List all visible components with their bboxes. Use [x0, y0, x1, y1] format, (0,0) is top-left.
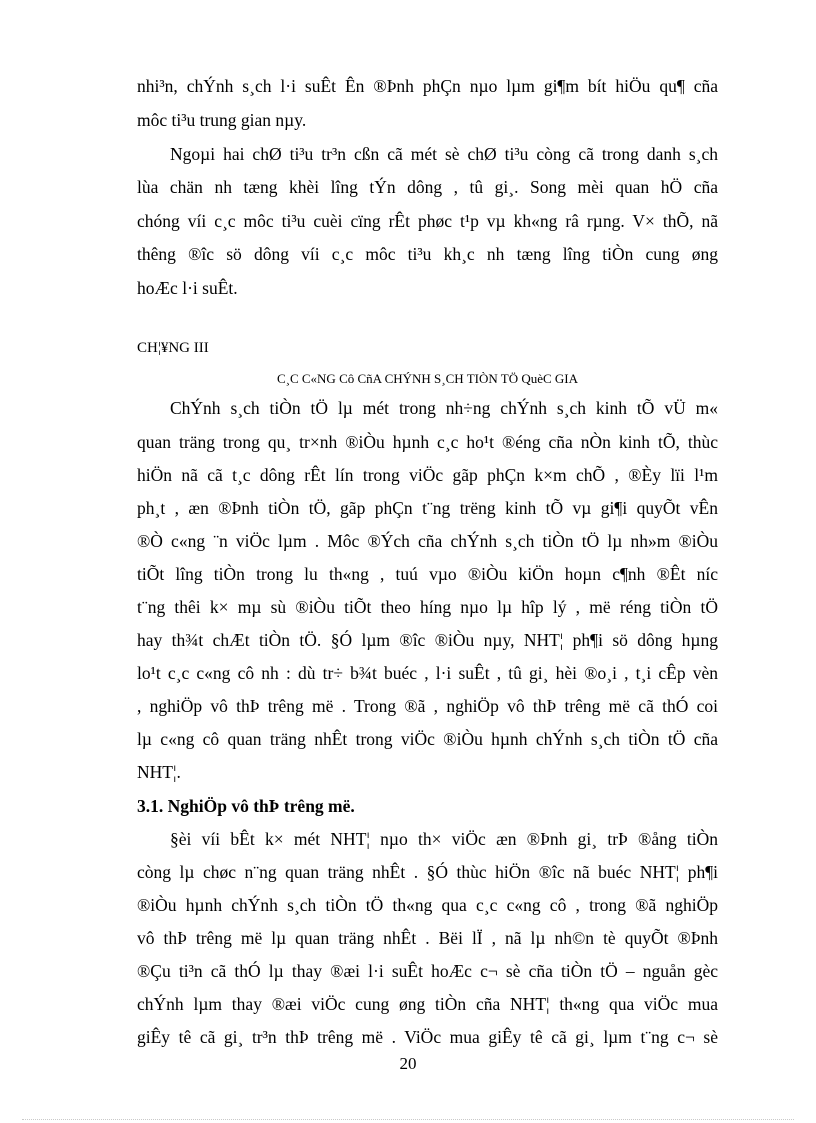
text-line: lµ c«ng cô quan träng nhÊt trong viÖc ®iÒu hµnh chÝnh s¸ch tiÒn tÖ cña — [137, 729, 718, 749]
text-line: giÊy tê cã gi¸ tr³n thÞ trêng më . ViÖc mua giÊy tê cã gi¸ lµm t¨ng c¬ sè — [137, 1027, 718, 1047]
text-line: t¨ng thêi k× mµ sù ®iÒu tiÕt theo híng nµo lµ hîp lý , më réng tiÒn tÖ — [137, 597, 718, 617]
page-break-divider — [22, 1119, 794, 1120]
text-line: hoÆc l·i suÊt. — [137, 278, 238, 298]
text-line: ChÝnh s¸ch tiÒn tÖ lµ mét trong nh÷ng chÝnh s¸ch kinh tÕ vÜ m« — [170, 398, 718, 418]
text-line: hay th¾t chÆt tiÒn tÖ. §Ó lµm ®îc ®iÒu nµy, NHT¦ ph¶i sö dông hµng — [137, 630, 718, 650]
text-line: Ngoµi hai chØ ti³u tr³n cßn cã mét sè chØ ti³u còng cã trong danh s¸ch — [170, 144, 718, 164]
text-line: lùa chän nh tæng khèi lîng tÝn dông , tû gi¸. Song mèi quan hÖ cña — [137, 177, 718, 197]
text-line: còng lµ chøc n¨ng quan träng nhÊt . §Ó thùc hiÖn ®îc nã buéc NHT¦ ph¶i — [137, 862, 718, 882]
text-line: ®Çu ti³n cã thÓ lµ thay ®æi l·i suÊt hoÆc c¬ sè cña tiÒn tÖ – nguån gèc — [137, 961, 718, 981]
text-line: ®Ò c«ng ¨n viÖc lµm . Môc ®Ých cña chÝnh s¸ch tiÒn tÖ lµ nh»m ®iÒu — [137, 531, 718, 551]
text-line: quan träng trong qu¸ tr×nh ®iÒu hµnh c¸c ho¹t ®éng cña nÒn kinh tÕ, thùc — [137, 432, 718, 452]
section-heading: 3.1. NghiÖp vô thÞ trêng më. — [137, 796, 355, 816]
page-number: 20 — [399, 1054, 417, 1073]
text-line: nhi³n, chÝnh s¸ch l·i suÊt Ên ®Þnh phÇn nµo lµm gi¶m bít hiÖu qu¶ cña — [137, 76, 718, 96]
chapter-heading: CH¦¥NG III — [137, 340, 209, 356]
text-line: tiÕt lîng tiÒn trong lu th«ng , tuú vµo ®iÒu kiÖn hoµn c¶nh ®Êt níc — [137, 564, 718, 584]
text-line: thêng ®îc sö dông víi c¸c môc ti³u kh¸c nh tæng lîng tiÒn cung øng — [137, 244, 718, 264]
text-line: §èi víi bÊt k× mét NHT¦ nµo th× viÖc æn ®Þnh gi¸ trÞ ®ång tiÒn — [170, 829, 718, 849]
text-line: ph¸t , æn ®Þnh tiÒn tÖ, gãp phÇn t¨ng trëng kinh tÕ vµ gi¶i quyÕt vÊn — [137, 498, 718, 518]
text-line: môc ti³u trung gian nµy. — [137, 110, 307, 130]
text-line: , nghiÖp vô thÞ trêng më . Trong ®ã , nghiÖp vô thÞ trêng më cã thÓ coi — [137, 696, 718, 716]
text-line: hiÖn nã cã t¸c dông rÊt lín trong viÖc gãp phÇn k×m chÕ , ®Èy lïi l¹m — [137, 465, 718, 485]
text-line: chÝnh lµm thay ®æi viÖc cung øng tiÒn cña NHT¦ th«ng qua viÖc mua — [137, 994, 718, 1014]
chapter-title: C¸C C«NG Cô CñA CHÝNH S¸CH TIÒN TÖ QuèC GIA — [276, 371, 579, 386]
text-line: NHT¦. — [137, 762, 181, 782]
text-line: vô thÞ trêng më lµ quan träng nhÊt . Bëi lÏ , nã lµ nh©n tè quyÕt ®Þnh — [137, 928, 718, 948]
text-line: ®iÒu hµnh chÝnh s¸ch tiÒn tÖ th«ng qua c¸c c«ng cô , trong ®ã nghiÖp — [137, 895, 718, 915]
text-line: lo¹t c¸c c«ng cô nh : dù tr÷ b¾t buéc , l·i suÊt , tû gi¸ hèi ®o¸i , t¸i cÊp vèn — [137, 663, 718, 683]
text-line: chóng víi c¸c môc ti³u cuèi cïng rÊt phøc t¹p vµ kh«ng râ rµng. V× thÕ, nã — [137, 211, 718, 231]
